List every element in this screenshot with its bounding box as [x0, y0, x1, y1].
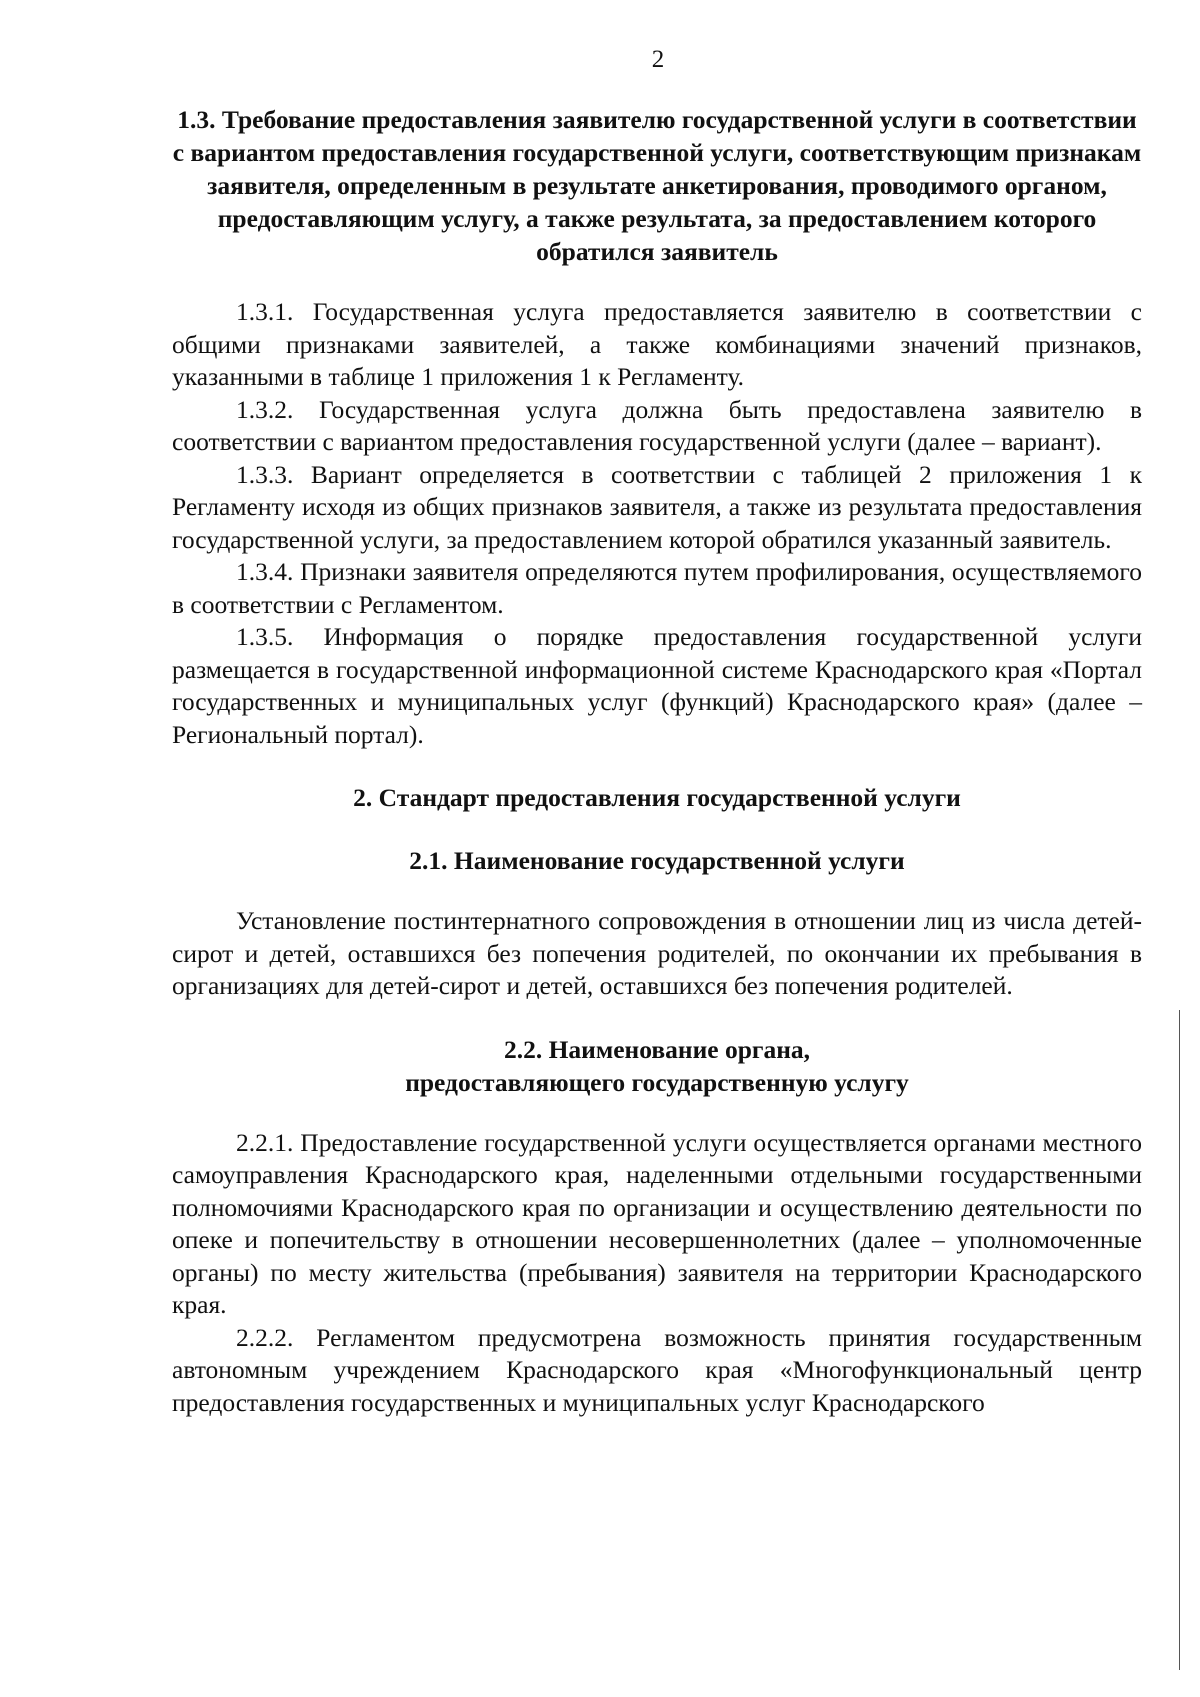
heading-2-2-line2: предоставляющего государственную услугу — [405, 1067, 909, 1097]
scan-edge-line — [1179, 1010, 1180, 1670]
paragraph-1-3-5: 1.3.5. Информация о порядке предоставления государственной услуги размещается в государственной информационной системе Краснодарского края «Портал государственных и муниципальных услуг (функций) Краснодарского края» (далее – Региональный портал). — [172, 622, 1142, 749]
paragraph-2-2-1: 2.2.1. Предоставление государственной услуги осуществляется органами местного самоуправления Краснодарского края, наделенными отдельными государственными полномочиями Краснодарского края по организации и осуществлению деятельности по опеке и попечительству в отношении несовершеннолетних (далее – уполномоченные органы) по месту жительства (пребывания) заявителя на территории Краснодарского края. — [172, 1127, 1142, 1319]
paragraph-1-3-1: 1.3.1. Государственная услуга предоставляется заявителю в соответствии с общими признаками заявителей, а также комбинациями значений признаков, указанными в таблице 1 приложения 1 к Регламенту. — [172, 297, 1142, 391]
page-number: 2 — [651, 46, 665, 73]
paragraph-1-3-4: 1.3.4. Признаки заявителя определяются путем профилирования, осуществляемого в соответствии с Регламентом. — [172, 557, 1142, 619]
heading-2-1: 2.1. Наименование государственной услуги — [409, 846, 905, 875]
paragraph-1-3-3: 1.3.3. Вариант определяется в соответствии с таблицей 2 приложения 1 к Регламенту исходя из общих признаков заявителя, а также из результата предоставления государственной услуги, за предоставлением которой обратился указанный заявитель. — [172, 459, 1142, 554]
heading-1-3: 1.3. Требование предоставления заявителю государственной услуги в соответствии с вариантом предоставления государственной услуги, соответствующим признакам заявителя, определенным в результате анкетирования, проводимого органом, предоставляющим услугу, а также результата, за предоставлением которого обратился заявитель — [172, 105, 1142, 266]
document-body — [172, 103, 1142, 1419]
heading-2: 2. Стандарт предоставления государственной услуги — [353, 783, 961, 812]
paragraph-2-2-2: 2.2.2. Регламентом предусмотрена возможность принятия государственным автономным учреждением Краснодарского края «Многофункциональный центр предоставления государственных и муниципальных услуг Краснодарского — [172, 1322, 1142, 1417]
heading-2-2-line1: 2.2. Наименование органа, — [503, 1034, 811, 1064]
paragraph-1-3-2: 1.3.2. Государственная услуга должна быть предоставлена заявителю в соответствии с вариантом предоставления государственной услуги (далее – вариант). — [172, 394, 1142, 456]
paragraph-2-1: Установление постинтернатного сопровождения в отношении лиц из числа детей-сирот и детей, оставшихся без попечения родителей, по окончании их пребывания в организациях для детей-сирот и детей, оставшихся без попечения родителей. — [172, 906, 1142, 1000]
